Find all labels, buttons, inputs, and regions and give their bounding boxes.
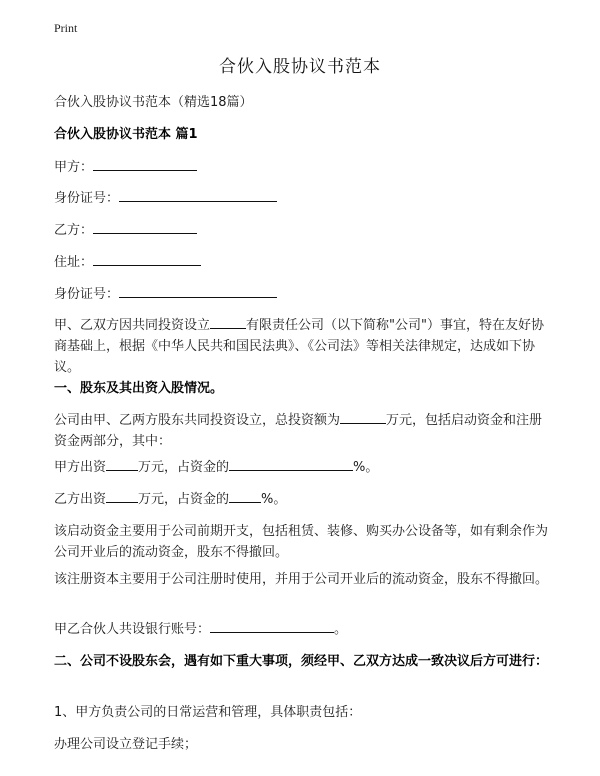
address-blank [93, 252, 201, 266]
print-link[interactable]: Print [54, 21, 78, 35]
id-number-field-1 [54, 188, 554, 209]
party-a-capital-part-3: %。 [353, 460, 379, 475]
party-b-field [54, 220, 554, 241]
address-field [54, 252, 554, 273]
intro-part-2: 有限责任公司（以下简称"公司"）事宜，特在友好协商基础上，根据《中华人民共和国民法典》、《公司法》等相关法律规定，达成如下协议。 [54, 318, 544, 375]
section-title: 合伙入股协议书范本 篇1 [54, 127, 198, 142]
company-name-blank [210, 315, 246, 329]
document-subtitle: 合伙入股协议书范本（精选18篇） [54, 95, 253, 110]
party-b-capital-part-2: 万元，占资金的 [138, 492, 230, 507]
party-b-percent-blank [229, 489, 261, 503]
investment-part-1: 公司由甲、乙两方股东共同投资设立，总投资额为 [54, 413, 341, 428]
id-number-blank-2 [119, 284, 277, 298]
investment-paragraph [54, 410, 554, 452]
bank-account-blank [210, 619, 334, 633]
intro-part-1: 甲、乙双方因共同投资设立 [54, 318, 211, 333]
startup-funds-paragraph: 该启动资金主要用于公司前期开支，包括租赁、装修、购买办公设备等，如有剩余作为公司开业后的流动资金，股东不得撤回。 [54, 524, 549, 560]
party-a-blank [93, 157, 197, 171]
party-a-label: 甲方： [54, 160, 94, 175]
party-a-capital-part-2: 万元，占资金的 [138, 460, 230, 475]
id-number-label-2: 身份证号： [54, 287, 120, 302]
party-b-capital-part-1: 乙方出资 [54, 492, 107, 507]
party-a-percent-blank [229, 457, 353, 471]
id-number-blank-1 [119, 188, 277, 202]
party-a-capital-line [54, 457, 554, 478]
party-b-label: 乙方： [54, 223, 94, 238]
duty-item-1: 办理公司设立登记手续； [54, 737, 198, 752]
duty-intro: 1、甲方负责公司的日常运营和管理，具体职责包括： [54, 705, 362, 720]
party-b-capital-part-3: %。 [261, 492, 287, 507]
bank-account-line [54, 619, 554, 640]
bank-account-part-1: 甲乙合伙人共设银行账号： [54, 622, 211, 637]
address-label: 住址： [54, 255, 94, 270]
registered-capital-paragraph: 该注册资本主要用于公司注册时使用，并用于公司开业后的流动资金，股东不得撤回。 [54, 572, 549, 587]
party-a-field [54, 157, 554, 178]
party-a-capital-part-1: 甲方出资 [54, 460, 107, 475]
id-number-label-1: 身份证号： [54, 191, 120, 206]
bank-account-part-2: 。 [334, 622, 348, 637]
document-title: 合伙入股协议书范本 [219, 57, 381, 77]
party-b-capital-line [54, 489, 554, 510]
heading-major-matters: 二、公司不设股东会，遇有如下重大事项，须经甲、乙双方达成一致决议后方可进行： [54, 654, 549, 669]
intro-paragraph [54, 315, 554, 378]
investment-part-2: 万元，包括启动资金和注册资金两部分，其中： [54, 413, 543, 449]
party-b-amount-blank [106, 489, 138, 503]
id-number-field-2 [54, 284, 554, 305]
party-a-amount-blank [106, 457, 138, 471]
heading-shareholders: 一、股东及其出资入股情况。 [54, 381, 224, 396]
party-b-blank [93, 220, 197, 234]
total-investment-blank [340, 410, 386, 424]
